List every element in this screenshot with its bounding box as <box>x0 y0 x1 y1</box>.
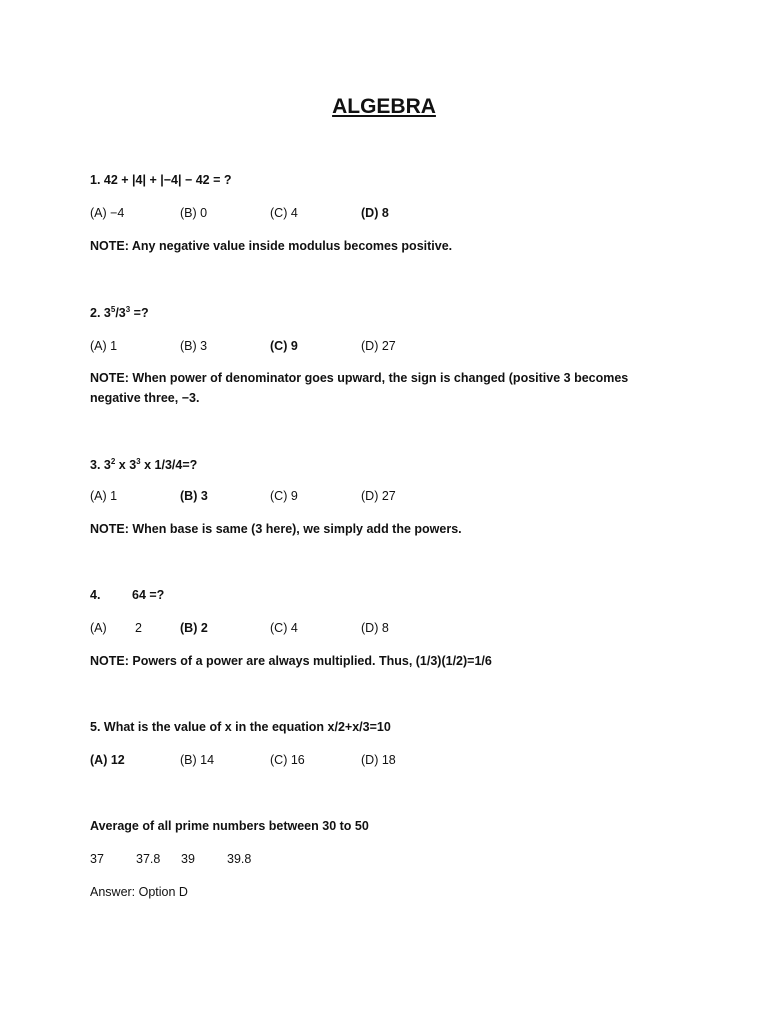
question-1: 1. 42 + |4| + |−4| − 42 = ? <box>90 173 232 187</box>
q2-option-c: (C) 9 <box>270 339 298 353</box>
q6-option-2: 37.8 <box>136 852 161 866</box>
q1-option-a: (A) −4 <box>90 206 125 220</box>
q2-note: NOTE: When power of denominator goes upward, the sign is changed (positive 3 becomes negative three, −3. <box>90 371 629 405</box>
q2-option-b: (B) 3 <box>180 339 208 353</box>
q3-note: NOTE: When base is same (3 here), we simply add the powers. <box>90 522 462 536</box>
q5-option-a: (A) 12 <box>90 753 125 767</box>
q3-option-d: (D) 27 <box>361 489 396 503</box>
q6-answer: Answer: Option D <box>90 885 188 899</box>
q5-option-c: (C) 16 <box>270 753 305 767</box>
q1-option-c: (C) 4 <box>270 206 298 220</box>
q4-option-a-value: 2 <box>135 621 142 635</box>
q6-option-1: 37 <box>90 852 104 866</box>
q4-note: NOTE: Powers of a power are always multiplied. Thus, (1/3)(1/2)=1/6 <box>90 654 492 668</box>
q3-option-b: (B) 3 <box>180 489 208 503</box>
q5-option-b: (B) 14 <box>180 753 215 767</box>
q4-option-d: (D) 8 <box>361 621 389 635</box>
q3-option-a: (A) 1 <box>90 489 118 503</box>
q4-option-a: (A) <box>90 621 107 635</box>
question-6: Average of all prime numbers between 30 to 50 <box>90 819 369 833</box>
q1-option-b: (B) 0 <box>180 206 208 220</box>
q3-option-c: (C) 9 <box>270 489 298 503</box>
q6-option-4: 39.8 <box>227 852 252 866</box>
question-3: 3. $3^2$ x $3^3$ x 1/3/4=? <box>90 457 198 473</box>
page-title: ALGEBRA <box>332 95 436 118</box>
q4-option-c: (C) 4 <box>270 621 298 635</box>
q1-note: NOTE: Any negative value inside modulus becomes positive. <box>90 239 453 253</box>
question-5: 5. What is the value of x in the equation x/2+x/3=10 <box>90 720 391 734</box>
q6-option-3: 39 <box>181 852 195 866</box>
q2-option-a: (A) 1 <box>90 339 118 353</box>
q5-option-d: (D) 18 <box>361 753 396 767</box>
q1-option-d: (D) 8 <box>361 206 389 220</box>
q4-option-b: (B) 2 <box>180 621 208 635</box>
question-4-number: 4. <box>90 588 101 602</box>
q2-option-d: (D) 27 <box>361 339 396 353</box>
question-4-expression: 64 =? <box>132 588 165 602</box>
question-2: 2. $3^5/3^3$ =? <box>90 305 149 321</box>
